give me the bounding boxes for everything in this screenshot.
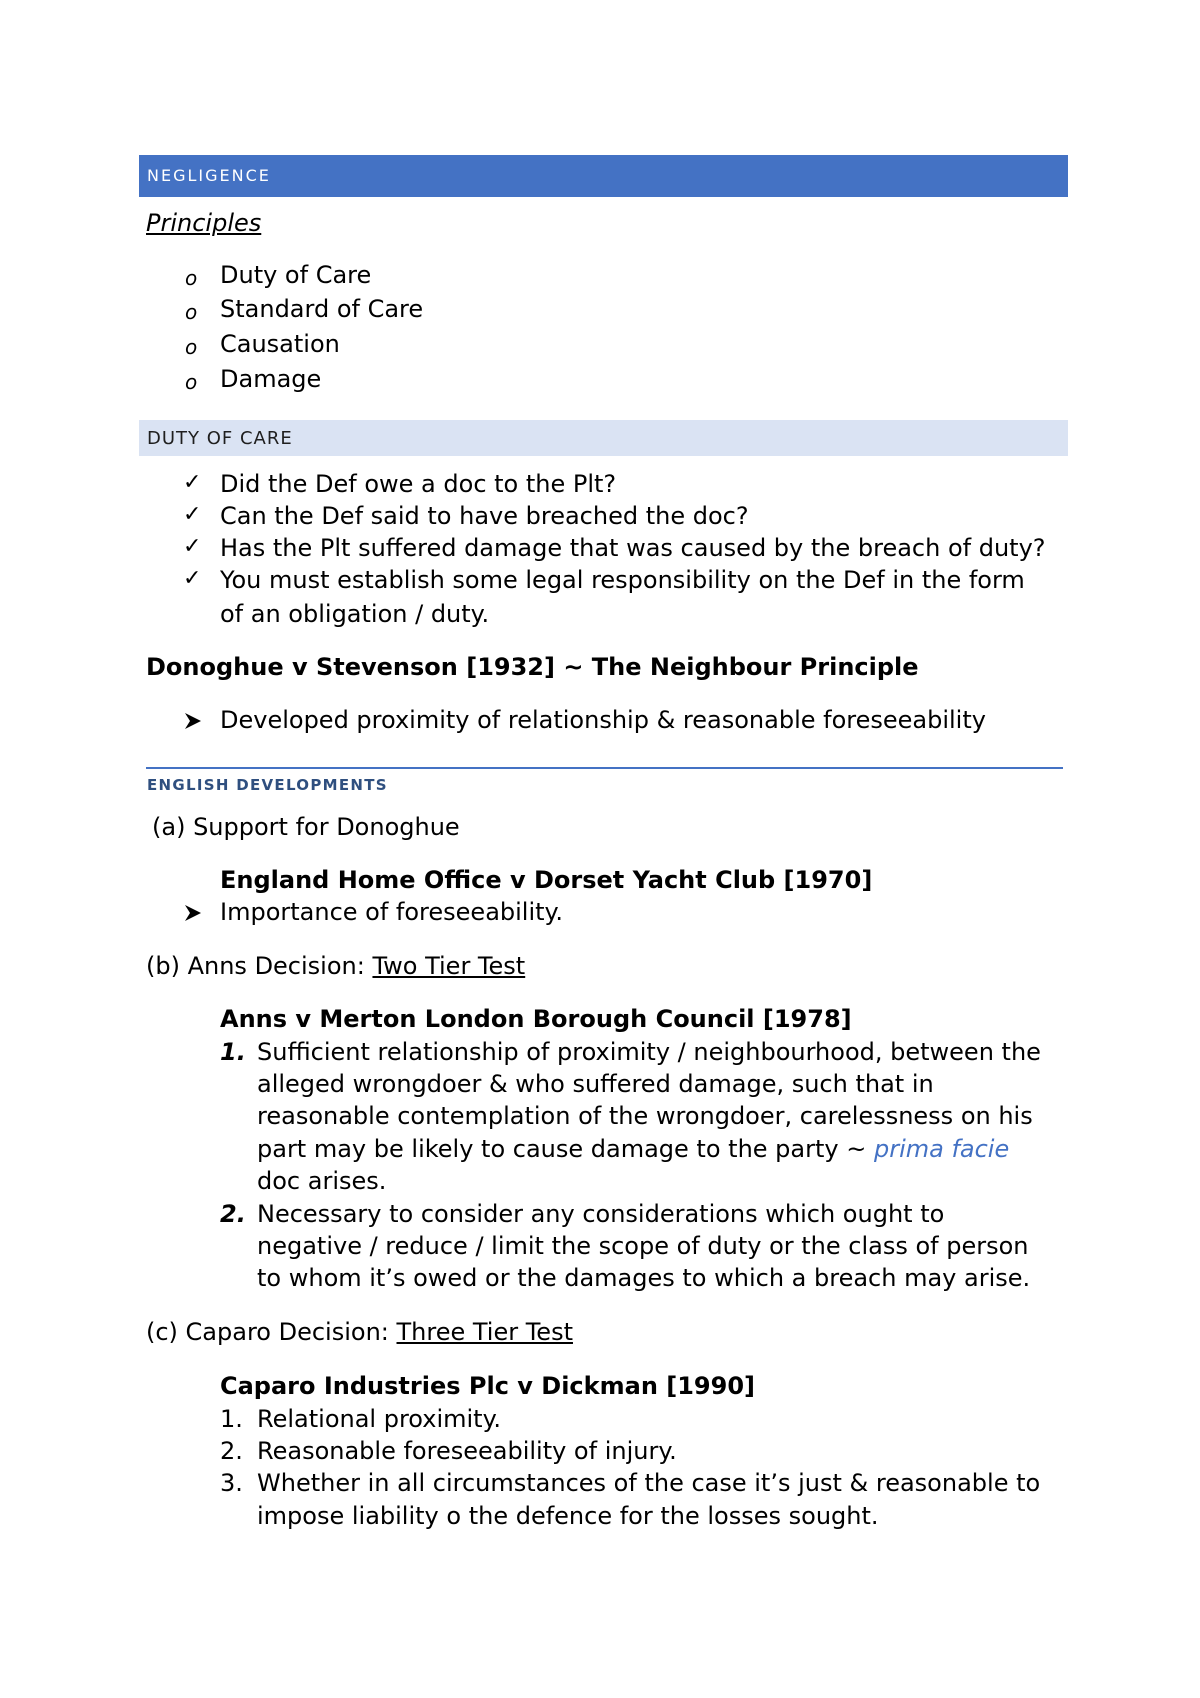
three-tier-test-label: Three Tier Test xyxy=(396,1318,573,1346)
anns-item-line: alleged wrongdoer & who suffered damage, such that in xyxy=(257,1070,934,1098)
anns-item-line: doc arises. xyxy=(257,1167,387,1195)
checkmark-icon: ✓ xyxy=(183,502,202,527)
prima-facie-term: prima facie xyxy=(873,1135,1010,1163)
bullet-o-icon: o xyxy=(185,370,198,394)
caparo-item-line: Relational proximity. xyxy=(257,1405,501,1433)
anns-decision-label xyxy=(146,952,525,980)
list-number: 2. xyxy=(220,1200,246,1228)
bullet-o-icon: o xyxy=(185,266,198,290)
english-developments-header: ENGLISH DEVELOPMENTS xyxy=(147,776,388,794)
duty-of-care-header: DUTY OF CARE xyxy=(147,428,293,449)
principle-item: Causation xyxy=(220,330,340,358)
duty-of-care-header-bar xyxy=(139,420,1068,456)
check-item-continued: of an obligation / duty. xyxy=(220,600,490,628)
donoghue-case-title: Donoghue v Stevenson [1932] ~ The Neighbour Principle xyxy=(146,653,919,681)
donoghue-point: Developed proximity of relationship & reasonable foreseeability xyxy=(220,706,986,734)
arrow-bullet-icon xyxy=(183,711,203,731)
caparo-item-line: Whether in all circumstances of the case it’s just & reasonable to xyxy=(257,1469,1041,1497)
anns-label-prefix: (b) Anns Decision: xyxy=(146,952,373,980)
anns-item-line: Necessary to consider any considerations which ought to xyxy=(257,1200,945,1228)
list-number: 1. xyxy=(220,1405,243,1433)
list-number: 2. xyxy=(220,1437,243,1465)
principle-item: Standard of Care xyxy=(220,295,424,323)
negligence-header: NEGLIGENCE xyxy=(147,166,271,185)
anns-item-line xyxy=(257,1135,1009,1163)
anns-item-line: to whom it’s owed or the damages to which a breach may arise. xyxy=(257,1264,1031,1292)
arrow-bullet-icon xyxy=(183,903,203,923)
bullet-o-icon: o xyxy=(185,335,198,359)
anns-item-line: Sufficient relationship of proximity / neighbourhood, between the xyxy=(257,1038,1041,1066)
caparo-decision-label xyxy=(146,1318,573,1346)
anns-item-line-text: part may be likely to cause damage to the party ~ xyxy=(257,1135,874,1163)
dorset-yacht-point: Importance of foreseeability. xyxy=(220,898,563,926)
anns-case-title: Anns v Merton London Borough Council [1978] xyxy=(220,1005,852,1033)
check-item: You must establish some legal responsibility on the Def in the form xyxy=(220,566,1025,594)
check-item: Can the Def said to have breached the doc? xyxy=(220,502,749,530)
section-divider xyxy=(146,767,1063,769)
anns-item-line: negative / reduce / limit the scope of duty or the class of person xyxy=(257,1232,1029,1260)
caparo-case-title: Caparo Industries Plc v Dickman [1990] xyxy=(220,1372,755,1400)
principle-item: Duty of Care xyxy=(220,261,372,289)
list-number: 1. xyxy=(220,1038,246,1066)
anns-item-line: reasonable contemplation of the wrongdoer, carelessness on his xyxy=(257,1102,1033,1130)
caparo-item-line: Reasonable foreseeability of injury. xyxy=(257,1437,677,1465)
dorset-yacht-case-title: England Home Office v Dorset Yacht Club [1970] xyxy=(220,866,873,894)
checkmark-icon: ✓ xyxy=(183,470,202,495)
checkmark-icon: ✓ xyxy=(183,566,202,591)
list-number: 3. xyxy=(220,1469,243,1497)
negligence-header-bar xyxy=(139,155,1068,197)
caparo-item-line: impose liability o the defence for the losses sought. xyxy=(257,1502,879,1530)
support-donoghue-label: (a) Support for Donoghue xyxy=(152,813,460,841)
principles-title: Principles xyxy=(146,209,262,237)
checkmark-icon: ✓ xyxy=(183,534,202,559)
two-tier-test-label: Two Tier Test xyxy=(372,952,526,980)
check-item: Did the Def owe a doc to the Plt? xyxy=(220,470,617,498)
principle-item: Damage xyxy=(220,365,322,393)
caparo-label-prefix: (c) Caparo Decision: xyxy=(146,1318,397,1346)
bullet-o-icon: o xyxy=(185,300,198,324)
check-item: Has the Plt suffered damage that was caused by the breach of duty? xyxy=(220,534,1046,562)
